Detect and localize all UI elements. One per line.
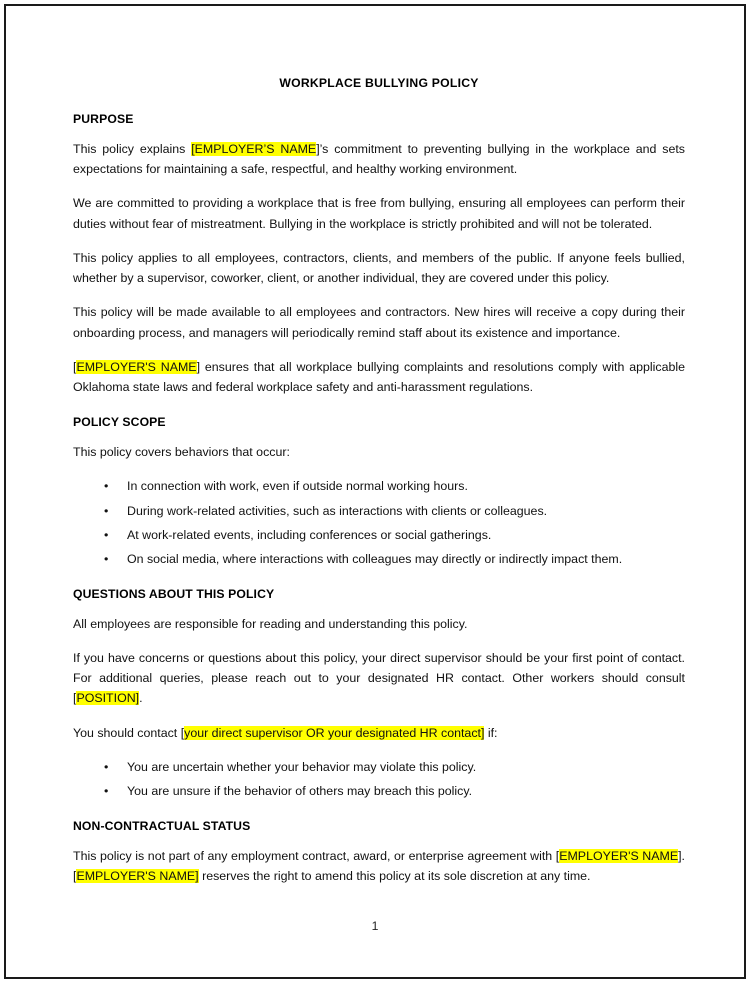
highlight-position: POSITION]	[76, 691, 140, 706]
purpose-paragraph-1	[73, 139, 685, 179]
highlight-employer-name-1: [EMPLOYER’S NAME	[191, 142, 317, 156]
list-item	[73, 757, 685, 777]
list-item	[73, 501, 685, 521]
purpose-p5-text-after: ] ensures that all workplace bullying complaints and resolutions comply with applicable Oklahoma state laws and federal workplace safety and anti-harassment regulations.	[73, 359, 686, 394]
bullet-dot-icon: •	[104, 503, 109, 518]
questions-p2-text-before: If you have concerns or questions about this policy, your direct supervisor should be your first point of contact. For additional queries, please reach out to your designated HR contact. Other workers should consult [	[73, 651, 685, 706]
questions-p3-text-after: if:	[484, 725, 498, 740]
page-number: 1	[371, 919, 379, 933]
questions-paragraph-3	[73, 723, 685, 743]
highlight-employer-name-4: EMPLOYER'S NAME]	[76, 869, 199, 884]
questions-paragraph-2	[73, 648, 685, 709]
bullet-dot-icon: •	[104, 479, 109, 494]
list-item-label: You are unsure if the behavior of others may breach this policy.	[127, 783, 473, 798]
highlight-employer-name-3: EMPLOYER'S NAME	[559, 849, 679, 864]
purpose-paragraph-3: This policy applies to all employees, contractors, clients, and members of the public. If anyone feels bullied, whether by a supervisor, coworker, client, or another individual, they are covered under this policy.	[73, 250, 685, 286]
non-contractual-text-middle: ]. [	[73, 849, 685, 884]
bullet-dot-icon: •	[104, 527, 109, 542]
list-item-label: At work-related events, including conferences or social gatherings.	[127, 527, 492, 542]
list-item	[73, 525, 685, 545]
questions-bullet-list	[73, 757, 685, 801]
list-item	[73, 781, 685, 801]
document-page	[6, 6, 744, 977]
bullet-dot-icon: •	[104, 551, 109, 566]
document-title: WORKPLACE BULLYING POLICY	[279, 76, 479, 90]
list-item-label: During work-related activities, such as interactions with clients or colleagues.	[127, 503, 548, 518]
highlight-contact-person: your direct supervisor OR your designated HR contact]	[184, 725, 485, 740]
list-item-label: You are uncertain whether your behavior may violate this policy.	[127, 759, 477, 774]
policy-scope-bullet-list	[73, 476, 685, 568]
list-item-label: On social media, where interactions with colleagues may directly or indirectly impact them.	[127, 551, 623, 566]
purpose-paragraph-2: We are committed to providing a workplace that is free from bullying, ensuring all employees can perform their duties without fear of mistreatment. Bullying in the workplace is strictly prohibited and will not be tolerated.	[73, 196, 685, 231]
section-heading-questions: QUESTIONS ABOUT THIS POLICY	[73, 586, 275, 601]
purpose-p1-text-before: This policy explains	[73, 142, 192, 156]
questions-p3-text-before: You should contact [	[73, 725, 185, 740]
bullet-dot-icon: •	[104, 759, 109, 774]
non-contractual-text-after: reserves the right to amend this policy at its sole discretion at any time.	[198, 869, 591, 884]
non-contractual-paragraph-1	[73, 846, 685, 886]
list-item-label: In connection with work, even if outside normal working hours.	[127, 479, 468, 494]
purpose-paragraph-4: This policy will be made available to all employees and contractors. New hires will receive a copy during their onboarding process, and managers will periodically remind staff about its existence and importance.	[73, 305, 685, 340]
document-page-frame	[4, 4, 746, 979]
section-heading-policy-scope: POLICY SCOPE	[73, 415, 166, 430]
questions-paragraph-1: All employees are responsible for reading and understanding this policy.	[73, 616, 468, 631]
document-content	[73, 76, 685, 901]
questions-p2-text-after: .	[139, 691, 143, 706]
highlight-employer-name-2: EMPLOYER'S NAME	[76, 359, 197, 374]
purpose-p1-text-after: ]’s commitment to preventing bullying in the workplace and sets expectations for maintaining a safe, respectful, and healthy working environment.	[73, 142, 685, 177]
purpose-p5-bracket-open: [	[73, 359, 77, 374]
section-heading-purpose: PURPOSE	[73, 112, 134, 126]
policy-scope-intro: This policy covers behaviors that occur:	[73, 445, 290, 460]
bullet-dot-icon: •	[104, 783, 109, 798]
section-heading-non-contractual: NON-CONTRACTUAL STATUS	[73, 819, 251, 834]
list-item	[73, 549, 685, 569]
purpose-paragraph-5	[73, 357, 685, 397]
non-contractual-text-before: This policy is not part of any employment contract, award, or enterprise agreement with [	[73, 849, 560, 864]
list-item	[73, 476, 685, 496]
